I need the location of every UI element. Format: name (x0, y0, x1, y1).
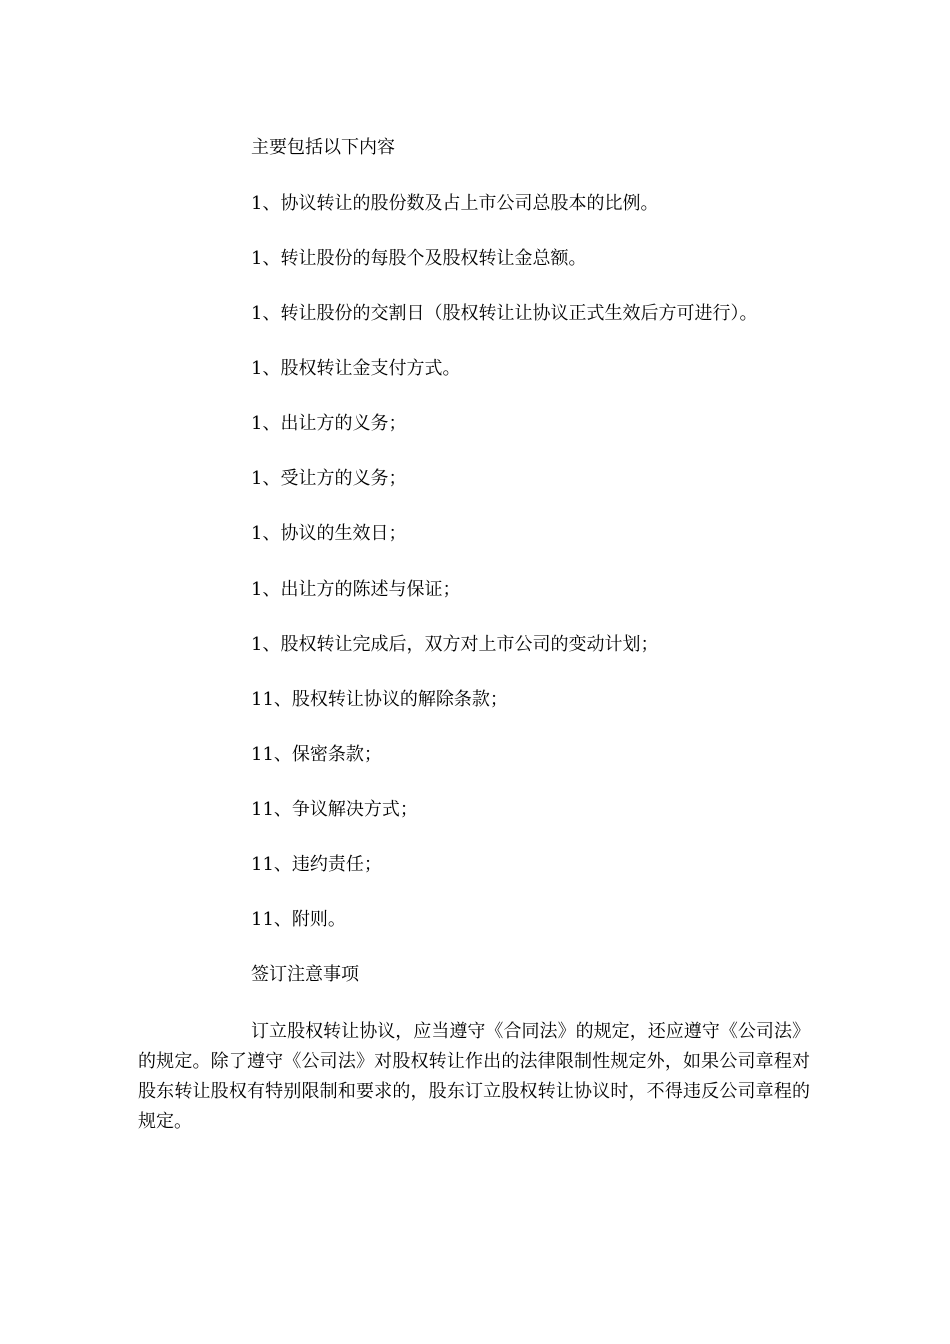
list-item: 1、出让方的陈述与保证； (251, 579, 461, 600)
list-item: 1、股权转让金支付方式。 (251, 358, 461, 379)
notes-paragraph: 订立股权转让协议，应当遵守《合同法》的规定，还应遵守《公司法》的规定。除了遵守《公司法》对股权转让作出的法律限制性规定外，如果公司章程对股东转让股权有特别限制和要求的，股东订立股权转让协议时，不得违反公司章程的规定。 (138, 1021, 810, 1132)
list-item: 1、出让方的义务； (251, 413, 407, 434)
list-item: 1、协议转让的股份数及占上市公司总股本的比例。 (251, 193, 659, 214)
notes-heading: 签订注意事项 (251, 964, 359, 985)
contents-heading: 主要包括以下内容 (251, 137, 395, 158)
list-item: 1、协议的生效日； (251, 523, 407, 544)
list-item: 11、保密条款； (251, 744, 382, 765)
list-item: 11、股权转让协议的解除条款； (251, 689, 508, 710)
list-item: 11、附则。 (251, 909, 346, 930)
list-item: 1、转让股份的交割日（股权转让让协议正式生效后方可进行）。 (251, 303, 758, 324)
list-item: 1、受让方的义务； (251, 468, 407, 489)
list-item: 11、争议解决方式； (251, 799, 418, 820)
list-item: 11、违约责任； (251, 854, 382, 875)
list-item: 1、股权转让完成后，双方对上市公司的变动计划； (251, 634, 659, 655)
list-item: 1、转让股份的每股个及股权转让金总额。 (251, 248, 587, 269)
